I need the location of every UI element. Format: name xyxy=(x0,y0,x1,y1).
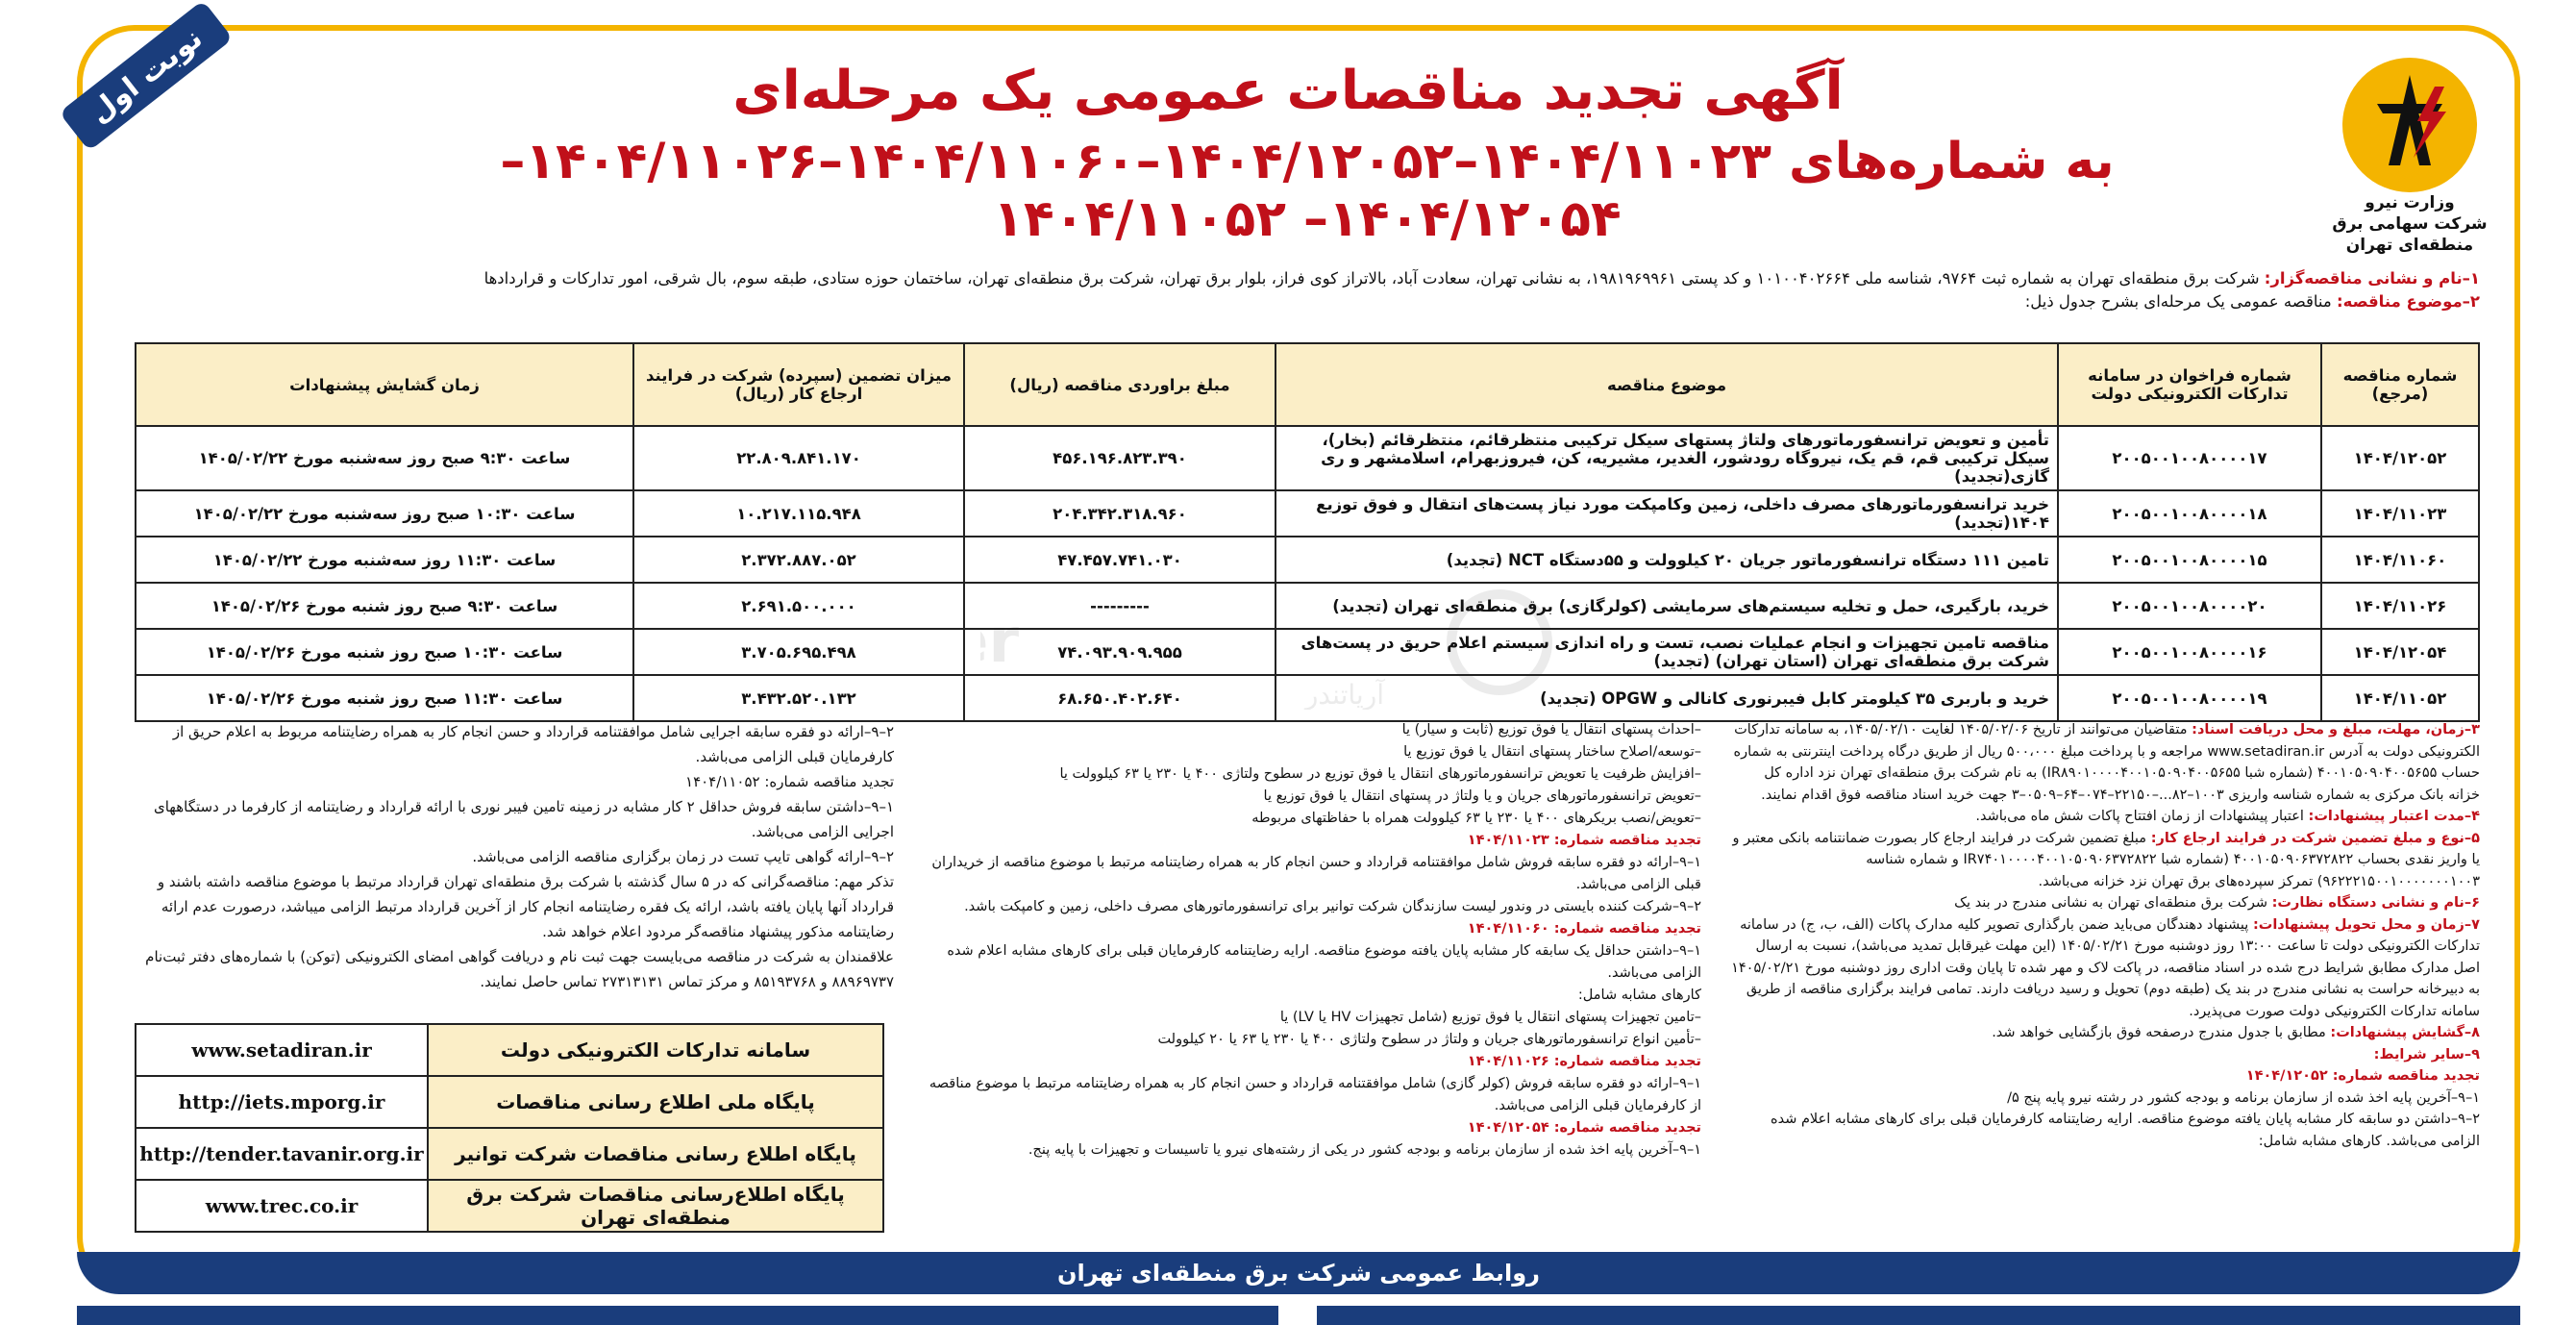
condition-paragraph xyxy=(923,719,1701,741)
condition-paragraph xyxy=(923,1029,1701,1051)
condition-text: کارهای مشابه شامل: xyxy=(1577,988,1701,1003)
condition-text: –احداث پستهای انتقال یا فوق توزیع (ثابت و سیار) یا xyxy=(1401,722,1701,738)
cell-guarantee: ۳.۷۰۵.۶۹۵.۴۹۸ xyxy=(633,629,964,675)
table-row xyxy=(136,629,2479,675)
watermark-latin: r xyxy=(988,606,1019,677)
logo-ministry: وزارت نیرو xyxy=(2365,193,2455,212)
condition-label: ۸–گشایش پیشنهادات: xyxy=(2330,1025,2480,1040)
condition-text: –تعویض/نصب بریکرهای ۴۰۰ یا ۲۳۰ یا ۶۳ کیلوولت همراه با حفاظتهای مربوطه xyxy=(1251,811,1701,826)
condition-text: تجدید مناقصه شماره: ۱۴۰۴/۱۱۰۵۲ xyxy=(685,773,894,790)
intro-item-2: ۲–موضوع مناقصه: مناقصه عمومی یک مرحله‌ای بشرح جدول ذیل: xyxy=(2024,292,2480,311)
condition-paragraph xyxy=(923,741,1701,763)
condition-text: علاقمندان به شرکت در مناقصه می‌بایست جهت ثبت نام و دریافت گواهی امضای الکترونیکی (توکن) با شماره‌های دفتر ثبت‌نام ۸۸۹۶۹۷۳۷ و ۸۵۱۹۳۷۶۸ و مرکز تماس ۲۷۳۱۳۱۳۱ تماس حاصل نمایند. xyxy=(145,948,894,990)
ribbon-label: نوبت اول xyxy=(59,0,233,151)
condition-text: پیشنهاد دهندگان می‌باید ضمن بارگذاری تصویر کلیه مدارک پاکات (الف، ب، ج) در سامانه تدارکات الکترونیکی دولت تا ساعت ۱۳:۰۰ روز دوشنبه مورخ ۱۴۰۵/۰۲/۲۱ (این مهلت غیرقابل تمدید می‌باشد)، نسبت به ارسال اصل مدارک مطابق شرایط درج شده در اسناد مناقصه، در پاکت لاک و مهر شده تا پایان وقت اداری روز دوشنبه مورخ ۱۴۰۵/۰۲/۲۱ به دبیرخانه حراست به نشانی مندرج در بند یک (طبقه دوم) تحویل و رسید دریافت دارند. تمامی فرایند برگزاری مناقصه از طریق سامانه تدارکات الکترونیکی دولت صورت می‌پذیرد. xyxy=(1731,916,2480,1019)
condition-paragraph xyxy=(1730,828,2480,893)
cell-estimate: ۴۵۶.۱۹۶.۸۲۳.۳۹۰ xyxy=(964,426,1276,490)
condition-label: تجدید مناقصه شماره: ۱۴۰۴/۱۱۰۲۶ xyxy=(1467,1054,1701,1069)
cell-tender-number: ۱۴۰۴/۱۲۰۵۴ xyxy=(2321,629,2479,675)
condition-paragraph xyxy=(923,1073,1701,1117)
condition-label: تجدید مناقصه شماره: ۱۴۰۴/۱۱۰۶۰ xyxy=(1467,921,1701,937)
condition-text: ۱–۹–داشتن حداقل یک سابقه کار مشابه پایان یافته موضوع مناقصه. ارایه رضایتنامه کارفرمایان قبلی برای کارهای مشابه اعلام شده الزامی می‌باشد. xyxy=(947,943,1701,981)
condition-paragraph xyxy=(135,869,894,944)
condition-text: تذکر مهم: مناقصه‌گرانی که در ۵ سال گذشته با شرکت برق منطقه‌ای تهران قرارداد مرتبط با موضوع مناقصه داشته باشند و قرارداد آنها پایان یافته باشد، ارائه یک فقره رضایتنامه انجام کار از آخرین قرارداد مرتبط الزامی میباشد، درصورت عدم ارائه رضایتنامه مذکور پیشنهاد مناقصه‌گر مردود اعلام خواهد شد. xyxy=(157,873,894,940)
cell-subject: تامین ۱۱۱ دستگاه ترانسفورماتور جریان ۲۰ کیلوولت و ۵۵دستگاه NCT (تجدید) xyxy=(1276,537,2058,583)
website-url[interactable]: www.setadiran.ir xyxy=(136,1024,428,1076)
bottom-strip-right xyxy=(77,1306,1278,1325)
condition-text: ۱–۹–داشتن سابقه فروش حداقل ۲ کار مشابه در زمینه تامین فیبر نوری با ارائه قرارداد و رضایتنامه از کارفرما در دستگاههای اجرایی الزامی می‌باشد. xyxy=(154,798,894,840)
condition-text: –افزایش ظرفیت یا تعویض ترانسفورماتورهای انتقال یا فوق توزیع در سطوح ولتاژی ۴۰۰ یا ۲۳۰ یا ۶۳ کیلوولت یا xyxy=(1059,766,1701,782)
condition-text: ۱–۹–ارائه دو فقره سابقه فروش شامل موافقتنامه قرارداد و حسن انجام کار به همراه رضایتنامه مرتبط با موضوع مناقصه از خریداران قبلی الزامی می‌باشد. xyxy=(931,855,1701,892)
condition-label: ۴–مدت اعتبار پیشنهادات: xyxy=(2308,809,2480,824)
website-row xyxy=(136,1180,883,1232)
cell-opening-time: ساعت ۱۰:۳۰ صبح روز سه‌شنبه مورخ ۱۴۰۵/۰۲/۲۲ xyxy=(136,490,633,537)
condition-paragraph xyxy=(135,944,894,994)
cell-estimate: ۶۸.۶۵۰.۴۰۲.۶۴۰ xyxy=(964,675,1276,721)
condition-paragraph xyxy=(923,940,1701,985)
condition-paragraph xyxy=(923,830,1701,852)
condition-paragraph xyxy=(923,786,1701,808)
condition-label: تجدید مناقصه شماره: ۱۴۰۴/۱۲۰۵۴ xyxy=(1467,1120,1701,1136)
website-row xyxy=(136,1024,883,1076)
condition-text: –تامین تجهیزات پستهای انتقال یا فوق توزیع (شامل تجهیزات HV یا LV) یا xyxy=(1279,1010,1701,1025)
cell-guarantee: ۲.۳۷۲.۸۸۷.۰۵۲ xyxy=(633,537,964,583)
website-url[interactable]: http://tender.tavanir.org.ir xyxy=(136,1128,428,1180)
website-row xyxy=(136,1128,883,1180)
condition-text: مبلغ تضمین شرکت در فرایند ارجاع کار بصورت ضمانتنامه بانکی معتبر و یا واریز نقدی بحساب ۴۰۰۱۰۵۰۹۰۶۳۷۲۸۲۲ (شماره شبا IR۷۴۰۱۰۰۰۰۴۰۰۱۰۵۰۹۰۶۳۷۲۸۲۲ و شماره شناسه ۹۶۲۲۲۱۵۰۰۱۰۰۰۰۰۰۰۱۰۰۳) تمرکز سپرده‌های برق تهران نزد خزانه می‌باشد. xyxy=(1732,830,2480,889)
cell-opening-time: ساعت ۹:۳۰ صبح روز شنبه مورخ ۱۴۰۵/۰۲/۲۶ xyxy=(136,583,633,629)
header-guarantee: میزان تضمین (سپرده) شرکت در فرایند ارجاع کار (ریال) xyxy=(633,343,964,426)
cell-subject: مناقصه تامین تجهیزات و انجام عملیات نصب، تست و راه اندازی سیستم اعلام حریق در پست‌های شرکت برق منطقه‌ای تهران (استان تهران) (تجدید) xyxy=(1276,629,2058,675)
table-row xyxy=(136,583,2479,629)
condition-paragraph xyxy=(923,808,1701,830)
company-logo xyxy=(2318,58,2501,255)
condition-paragraph xyxy=(923,852,1701,896)
cell-guarantee: ۲.۶۹۱.۵۰۰.۰۰۰ xyxy=(633,583,964,629)
cell-opening-time: ساعت ۹:۳۰ صبح روز سه‌شنبه مورخ ۱۴۰۵/۰۲/۲۲ xyxy=(136,426,633,490)
condition-label: ۳–زمان، مهلت، مبلغ و محل دریافت اسناد: xyxy=(2192,722,2480,738)
condition-text: –توسعه/اصلاح ساختار پستهای انتقال یا فوق توزیع یا xyxy=(1403,744,1701,760)
website-name: پایگاه ملی اطلاع رسانی مناقصات xyxy=(428,1076,883,1128)
footer-bar: روابط عمومی شرکت برق منطقه‌ای تهران xyxy=(77,1252,2520,1294)
cell-estimate: ۲۰۴.۳۴۲.۳۱۸.۹۶۰ xyxy=(964,490,1276,537)
table-row xyxy=(136,426,2479,490)
cell-subject: خرید، بارگیری، حمل و تخلیه سیستم‌های سرمایشی (کولرگازی) برق منطقه‌ای تهران (تجدید) xyxy=(1276,583,2058,629)
intro-item-1: ۱–نام و نشانی مناقصه‌گزار: شرکت برق منطقه‌ای تهران به شماره ثبت ۹۷۶۴، شناسه ملی ۱۰۱۰۰۴۰۲۶۶۴ و کد پستی ۱۹۸۱۹۶۹۹۶۱، به نشانی تهران، سعادت آباد، بالاتراز کوی فراز، بلوار برق تهران، شرکت برق منطقه‌ای تهران، ساختمان حوزه ستادی، طبقه سوم، بال شرقی، امور تدارکات و قراردادها xyxy=(483,269,2480,288)
condition-paragraph xyxy=(1730,719,2480,806)
power-tower-icon xyxy=(2342,58,2477,192)
condition-paragraph xyxy=(923,1117,1701,1139)
cell-call-number: ۲۰۰۵۰۰۱۰۰۸۰۰۰۰۱۵ xyxy=(2058,537,2321,583)
website-name: پایگاه اطلاع‌رسانی مناقصات شرکت برق منطقه‌ای تهران xyxy=(428,1180,883,1232)
condition-label: ۶–نام و نشانی دستگاه نظارت: xyxy=(2271,895,2480,911)
cell-estimate: ۷۴.۰۹۳.۹۰۹.۹۵۵ xyxy=(964,629,1276,675)
condition-paragraph xyxy=(1730,1109,2480,1152)
tender-numbers: به شماره‌های ۱۴۰۴/۱۱۰۲۳–۱۴۰۴/۱۲۰۵۲–۱۴۰۴/۱۱۰۶۰–۱۴۰۴/۱۱۰۲۶– ۱۴۰۴/۱۲۰۵۴– ۱۴۰۴/۱۱۰۵۲ xyxy=(500,133,2115,248)
cell-call-number: ۲۰۰۵۰۰۱۰۰۸۰۰۰۰۱۶ xyxy=(2058,629,2321,675)
cell-opening-time: ساعت ۱۱:۳۰ صبح روز شنبه مورخ ۱۴۰۵/۰۲/۲۶ xyxy=(136,675,633,721)
bottom-strip-left xyxy=(1317,1306,2520,1325)
cell-call-number: ۲۰۰۵۰۰۱۰۰۸۰۰۰۰۱۷ xyxy=(2058,426,2321,490)
condition-text: مطابق با جدول مندرج درصفحه فوق بازگشایی خواهد شد. xyxy=(1992,1025,2331,1040)
condition-label: ۷–زمان و محل تحویل پیشنهادات: xyxy=(2252,916,2480,933)
cell-tender-number: ۱۴۰۴/۱۱۰۲۳ xyxy=(2321,490,2479,537)
cell-subject: خرید ترانسفورماتورهای مصرف داخلی، زمین وکامپکت مورد نیاز پست‌های انتقال و فوق توزیع ۱۴۰۴(تجدید) xyxy=(1276,490,2058,537)
cell-call-number: ۲۰۰۵۰۰۱۰۰۸۰۰۰۰۱۹ xyxy=(2058,675,2321,721)
cell-call-number: ۲۰۰۵۰۰۱۰۰۸۰۰۰۰۱۸ xyxy=(2058,490,2321,537)
condition-paragraph xyxy=(923,918,1701,940)
page-title: آگهی تجدید مناقصات عمومی یک مرحله‌ای xyxy=(732,60,1844,122)
conditions-column-left xyxy=(135,719,894,994)
table-header-row xyxy=(136,343,2479,426)
table-row xyxy=(136,490,2479,537)
condition-label: ۹–سایر شرایط: xyxy=(2373,1046,2480,1062)
condition-paragraph xyxy=(923,763,1701,786)
websites-table xyxy=(135,1023,884,1233)
condition-label: تجدید مناقصه شماره: ۱۴۰۴/۱۱۰۲۳ xyxy=(1467,833,1701,848)
website-url[interactable]: http://iets.mporg.ir xyxy=(136,1076,428,1128)
condition-label: تجدید مناقصه شماره: ۱۴۰۴/۱۲۰۵۲ xyxy=(2245,1068,2480,1084)
watermark-persian: آریاتندر xyxy=(1304,679,1384,710)
condition-text: –تأمین انواع ترانسفورماتورهای جریان و ولتاژ در سطوح ولتاژی ۴۰۰ یا ۲۳۰ یا ۶۳ یا ۲۰ کیلوولت xyxy=(1157,1032,1701,1047)
cell-subject: تأمین و تعویض ترانسفورماتورهای ولتاژ پستهای سیکل ترکیبی منتظرقائم، منتظرقائم (بخار)، سیکل ترکیبی قم، قم یک، نیروگاه رودشور، الغدیر، مشیریه، کن، فیروزبهرام، اسلامشهر و ری گازی(تجدید) xyxy=(1276,426,2058,490)
condition-text: اعتبار پیشنهادات از زمان افتتاح پاکات شش ماه می‌باشد. xyxy=(1975,809,2309,824)
cell-subject: خرید و باربری ۳۵ کیلومتر کابل فیبرنوری کانالی و OPGW (تجدید) xyxy=(1276,675,2058,721)
condition-text: ۲–۹–داشتن دو سابقه کار مشابه پایان یافته موضوع مناقصه. ارایه رضایتنامه کارفرمایان قبلی برای کارهای مشابه اعلام شده الزامی می‌باشد. کارهای مشابه شامل: xyxy=(1770,1112,2480,1149)
cell-tender-number: ۱۴۰۴/۱۱۰۲۶ xyxy=(2321,583,2479,629)
condition-text: ۲–۹–شرکت کننده بایستی در وندور لیست سازندگان شرکت توانیر برای ترانسفورماتورهای مصرف داخلی، زمین و کامپکت باشد. xyxy=(964,899,1701,914)
tender-table xyxy=(135,342,2480,722)
condition-paragraph xyxy=(1730,914,2480,1023)
condition-paragraph xyxy=(1730,806,2480,828)
website-url[interactable]: www.trec.co.ir xyxy=(136,1180,428,1232)
table-row xyxy=(136,675,2479,721)
condition-paragraph xyxy=(1730,1044,2480,1066)
website-name: پایگاه اطلاع رسانی مناقصات شرکت توانیر xyxy=(428,1128,883,1180)
condition-text: ۲–۹–ارائه دو فقره سابقه اجرایی شامل موافقتنامه قرارداد و حسن انجام کار به همراه رضایتنامه مربوط به اعلام حریق از کارفرمایان قبلی الزامی می‌باشد. xyxy=(172,723,894,765)
condition-paragraph xyxy=(135,794,894,844)
condition-paragraph xyxy=(1730,1022,2480,1044)
table-row xyxy=(136,537,2479,583)
logo-company: شرکت سهامی برق منطقه‌ای تهران xyxy=(2332,214,2488,255)
cell-guarantee: ۲۲.۸۰۹.۸۴۱.۱۷۰ xyxy=(633,426,964,490)
condition-text: –تعویض ترانسفورماتورهای جریان و یا ولتاژ در پستهای انتقال یا فوق توزیع یا xyxy=(1263,788,1701,804)
cell-estimate: --------- xyxy=(964,583,1276,629)
cell-guarantee: ۱۰.۲۱۷.۱۱۵.۹۴۸ xyxy=(633,490,964,537)
intro-section xyxy=(144,267,2480,313)
condition-text: ۲–۹–ارائه گواهی تایپ تست در زمان برگزاری مناقصه الزامی می‌باشد. xyxy=(472,848,894,865)
condition-paragraph xyxy=(135,719,894,769)
condition-text: شرکت برق منطقه‌ای تهران به نشانی مندرج در بند یک xyxy=(1954,895,2272,911)
condition-paragraph xyxy=(1730,1065,2480,1088)
condition-paragraph xyxy=(1730,1088,2480,1110)
conditions-column-middle xyxy=(923,719,1701,1162)
header-subject: موضوع مناقصه xyxy=(1276,343,2058,426)
header-tender-number: شماره مناقصه (مرجع) xyxy=(2321,343,2479,426)
header-estimate: مبلغ براوردی مناقصه (ریال) xyxy=(964,343,1276,426)
cell-estimate: ۴۷.۴۵۷.۷۴۱.۰۳۰ xyxy=(964,537,1276,583)
header-call-number: شماره فراخوان در سامانه تدارکات الکترونیکی دولت xyxy=(2058,343,2321,426)
condition-paragraph xyxy=(1730,892,2480,914)
condition-paragraph xyxy=(923,896,1701,918)
cell-tender-number: ۱۴۰۴/۱۱۰۶۰ xyxy=(2321,537,2479,583)
condition-text: متقاضیان می‌توانند از تاریخ ۱۴۰۵/۰۲/۰۶ لغایت ۱۴۰۵/۰۲/۱۰، به سامانه تدارکات الکترونیکی دولت به آدرس www.setadiran.ir مراجعه و با پرداخت مبلغ ۵۰۰،۰۰۰ ریال از طریق درگاه پرداخت اینترنتی به شماره حساب ۴۰۰۱۰۵۰۹۰۴۰۰۵۶۵۵ (شماره شبا IR۸۹۰۱۰۰۰۰۴۰۰۱۰۵۰۹۰۴۰۰۵۶۵۵) به نام شرکت برق منطقه‌ای تهران نزد اداره کل خزانه بانک مرکزی به شماره شناسه واریزی ۱۰۰۳–۸۲...–۲۲۱۵۰–۰۷۴–۶۴–۰۵۰۹–۳ جهت خرید اسناد مناقصه فوق اقدام نمایند. xyxy=(1733,722,2480,803)
condition-paragraph xyxy=(923,1007,1701,1029)
website-row xyxy=(136,1076,883,1128)
condition-paragraph xyxy=(923,985,1701,1007)
condition-paragraph xyxy=(135,844,894,869)
cell-opening-time: ساعت ۱۰:۳۰ صبح روز شنبه مورخ ۱۴۰۵/۰۲/۲۶ xyxy=(136,629,633,675)
website-name: سامانه تدارکات الکترونیکی دولت xyxy=(428,1024,883,1076)
condition-paragraph xyxy=(135,769,894,794)
condition-label: ۵–نوع و مبلغ تضمین شرکت در فرایند ارجاع کار: xyxy=(2150,830,2480,846)
condition-paragraph xyxy=(923,1051,1701,1073)
cell-tender-number: ۱۴۰۴/۱۱۰۵۲ xyxy=(2321,675,2479,721)
condition-text: ۱–۹–آخرین پایه اخذ شده از سازمان برنامه و بودجه کشور در یکی از رشته‌های نیرو یا تاسیسات و تجهیزات با پایه پنج. xyxy=(1028,1142,1701,1158)
cell-guarantee: ۳.۴۳۲.۵۲۰.۱۳۲ xyxy=(633,675,964,721)
condition-paragraph xyxy=(923,1139,1701,1162)
cell-tender-number: ۱۴۰۴/۱۲۰۵۲ xyxy=(2321,426,2479,490)
header-opening-time: زمان گشایش پیشنهادات xyxy=(136,343,633,426)
conditions-column-right xyxy=(1730,719,2480,1152)
condition-text: ۱–۹–آخرین پایه اخذ شده از سازمان برنامه و بودجه کشور در رشته نیرو پایه پنج ۵/ xyxy=(2007,1089,2480,1106)
cell-opening-time: ساعت ۱۱:۳۰ روز سه‌شنبه مورخ ۱۴۰۵/۰۲/۲۲ xyxy=(136,537,633,583)
condition-text: ۱–۹–ارائه دو فقره سابقه فروش (کولر گازی) شامل موافقتنامه قرارداد و حسن انجام کار به همراه رضایتنامه مرتبط با موضوع مناقصه از کارفرمایان قبلی الزامی می‌باشد. xyxy=(929,1076,1701,1113)
cell-call-number: ۲۰۰۵۰۰۱۰۰۸۰۰۰۰۲۰ xyxy=(2058,583,2321,629)
